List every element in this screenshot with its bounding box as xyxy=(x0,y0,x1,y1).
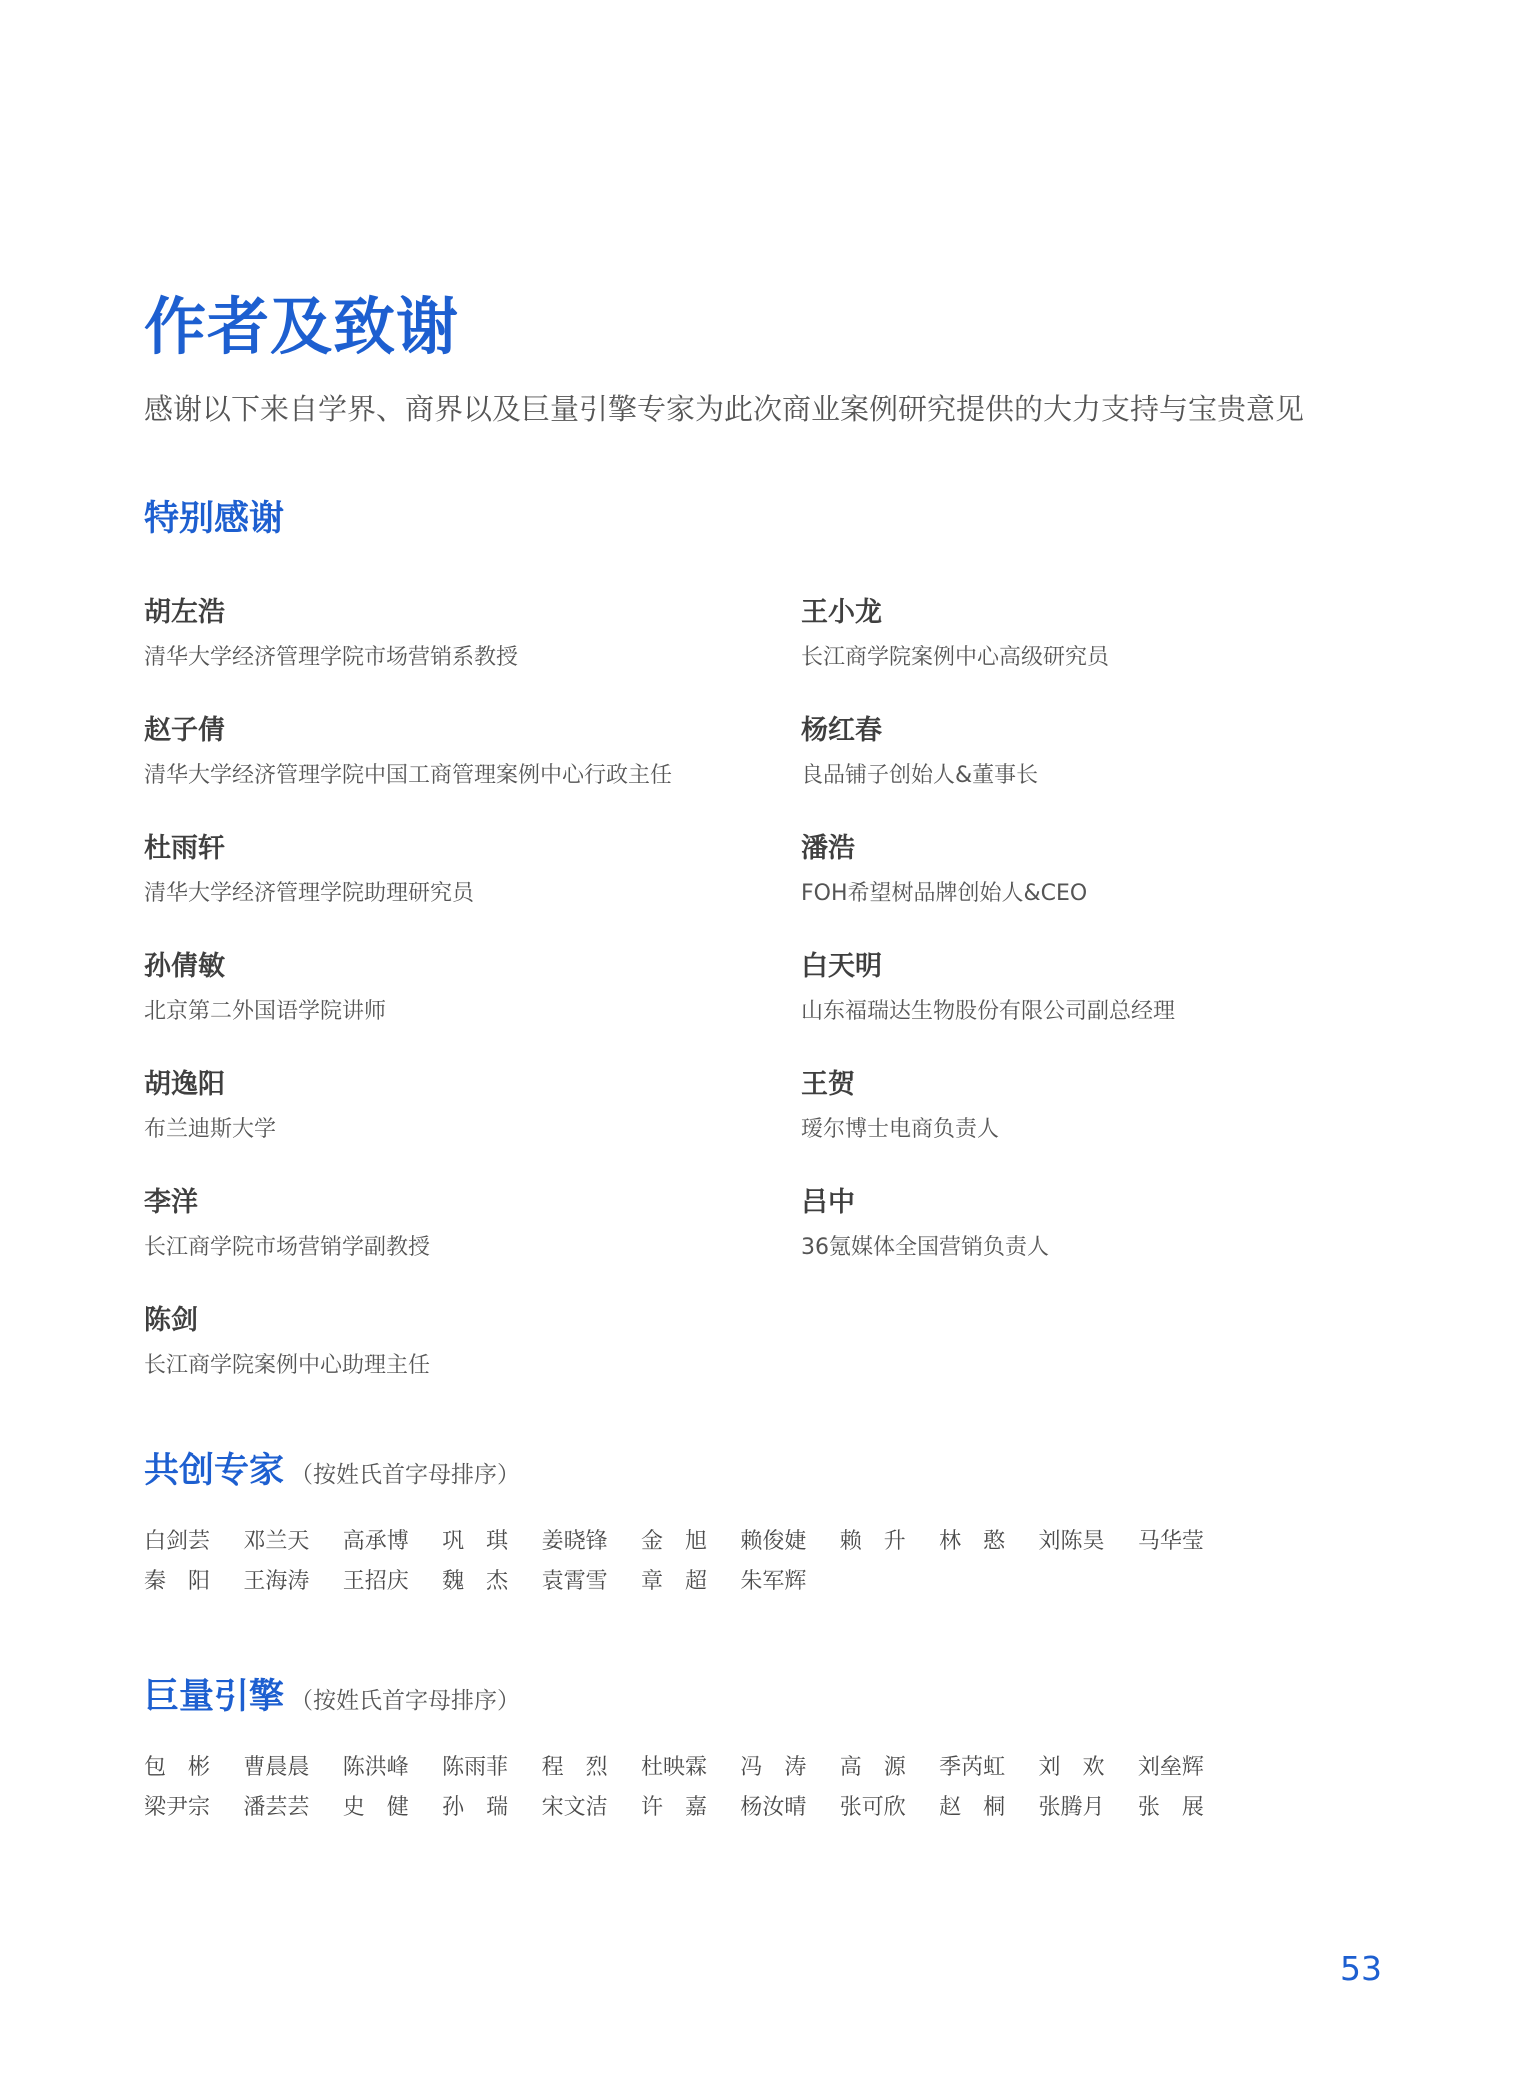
expert-name: 许 嘉 xyxy=(640,1795,707,1820)
expert-name: 季芮虹 xyxy=(939,1755,1006,1780)
expert-name: 高承博 xyxy=(342,1529,409,1554)
expert-name: 魏 杰 xyxy=(442,1569,509,1594)
expert-name: 张腾月 xyxy=(1038,1795,1105,1820)
thanks-entry xyxy=(144,596,801,714)
expert-name: 巩 琪 xyxy=(442,1529,509,1554)
expert-name: 孙 瑞 xyxy=(442,1795,509,1820)
expert-name: 刘陈昊 xyxy=(1038,1529,1105,1554)
co-experts-sort-note: （按姓氏首字母排序） xyxy=(290,1462,521,1488)
co-experts-heading-text: 共创专家 xyxy=(144,1451,285,1491)
person-title: 瑷尔博士电商负责人 xyxy=(801,1117,1000,1142)
expert-name: 曹晨晨 xyxy=(243,1755,310,1780)
expert-name: 姜晓锋 xyxy=(541,1529,608,1554)
expert-name: 高 源 xyxy=(839,1755,906,1780)
person-name: 杜雨轩 xyxy=(144,833,225,864)
person-title: FOH希望树品牌创始人&CEO xyxy=(801,881,1088,906)
person-title: 布兰迪斯大学 xyxy=(144,1117,277,1142)
person-name: 王贺 xyxy=(801,1069,855,1100)
expert-name: 秦 阳 xyxy=(144,1569,211,1594)
thanks-entry xyxy=(801,950,1341,1068)
expert-name: 张 展 xyxy=(1137,1795,1204,1820)
person-name: 白天明 xyxy=(801,951,882,982)
thanks-entry xyxy=(801,596,1341,714)
person-name: 陈剑 xyxy=(144,1305,198,1336)
expert-name: 陈雨菲 xyxy=(442,1755,509,1780)
person-title: 山东福瑞达生物股份有限公司副总经理 xyxy=(801,999,1176,1024)
person-name: 赵子倩 xyxy=(144,715,225,746)
person-name: 孙倩敏 xyxy=(144,951,225,982)
expert-name: 金 旭 xyxy=(640,1529,707,1554)
expert-name: 包 彬 xyxy=(144,1755,211,1780)
expert-name: 陈洪峰 xyxy=(342,1755,409,1780)
person-title: 清华大学经济管理学院中国工商管理案例中心行政主任 xyxy=(144,763,673,788)
special-thanks-list xyxy=(144,596,1344,1422)
thanks-entry xyxy=(144,1186,801,1304)
page-title: 作者及致谢 xyxy=(144,290,460,363)
thanks-entry xyxy=(144,950,801,1068)
expert-name: 马华莹 xyxy=(1137,1529,1204,1554)
thanks-entry xyxy=(144,714,801,832)
ocean-engine-sort-note: （按姓氏首字母排序） xyxy=(290,1688,521,1714)
thanks-entry xyxy=(801,1068,1341,1186)
thanks-entry xyxy=(144,1304,801,1422)
expert-name: 王招庆 xyxy=(342,1569,409,1594)
expert-name: 刘 欢 xyxy=(1038,1755,1105,1780)
expert-name: 杜映霖 xyxy=(640,1755,707,1780)
expert-name: 林 憨 xyxy=(939,1529,1006,1554)
expert-name: 程 烈 xyxy=(541,1755,608,1780)
person-name: 吕中 xyxy=(801,1187,855,1218)
expert-name: 白剑芸 xyxy=(144,1529,211,1554)
thanks-entry xyxy=(801,714,1341,832)
expert-name: 梁尹宗 xyxy=(144,1795,211,1820)
ocean-engine-heading xyxy=(144,1677,521,1717)
page-subtitle: 感谢以下来自学界、商界以及巨量引擎专家为此次商业案例研究提供的大力支持与宝贵意见 xyxy=(144,392,1305,426)
co-experts-list xyxy=(144,1522,1344,1602)
person-name: 杨红春 xyxy=(801,715,882,746)
page-number: 53 xyxy=(1340,1949,1382,1988)
person-name: 胡左浩 xyxy=(144,597,225,628)
expert-name: 朱军辉 xyxy=(740,1569,807,1594)
person-name: 潘浩 xyxy=(801,833,855,864)
person-name: 胡逸阳 xyxy=(144,1069,225,1100)
person-title: 36氪媒体全国营销负责人 xyxy=(801,1235,1049,1260)
expert-name: 宋文洁 xyxy=(541,1795,608,1820)
expert-name: 冯 涛 xyxy=(740,1755,807,1780)
ocean-engine-list xyxy=(144,1748,1344,1828)
thanks-entry xyxy=(144,832,801,950)
person-title: 北京第二外国语学院讲师 xyxy=(144,999,387,1024)
person-title: 长江商学院案例中心高级研究员 xyxy=(801,645,1110,670)
thanks-entry xyxy=(801,832,1341,950)
person-name: 李洋 xyxy=(144,1187,198,1218)
expert-name: 王海涛 xyxy=(243,1569,310,1594)
expert-name: 袁霄雪 xyxy=(541,1569,608,1594)
person-name: 王小龙 xyxy=(801,597,882,628)
ocean-engine-heading-text: 巨量引擎 xyxy=(144,1677,285,1717)
thanks-entry xyxy=(144,1068,801,1186)
expert-name: 邓兰天 xyxy=(243,1529,310,1554)
expert-name: 赵 桐 xyxy=(939,1795,1006,1820)
special-thanks-heading: 特别感谢 xyxy=(144,499,285,539)
expert-name: 潘芸芸 xyxy=(243,1795,310,1820)
person-title: 长江商学院市场营销学副教授 xyxy=(144,1235,431,1260)
expert-name: 张可欣 xyxy=(839,1795,906,1820)
person-title: 清华大学经济管理学院市场营销系教授 xyxy=(144,645,519,670)
thanks-entry xyxy=(801,1186,1341,1304)
expert-name: 刘垒辉 xyxy=(1137,1755,1204,1780)
expert-name: 赖俊婕 xyxy=(740,1529,807,1554)
co-experts-heading xyxy=(144,1451,521,1491)
expert-name: 杨汝晴 xyxy=(740,1795,807,1820)
person-title: 良品铺子创始人&董事长 xyxy=(801,763,1039,788)
expert-name: 史 健 xyxy=(342,1795,409,1820)
expert-name: 赖 升 xyxy=(839,1529,906,1554)
person-title: 清华大学经济管理学院助理研究员 xyxy=(144,881,475,906)
expert-name: 章 超 xyxy=(640,1569,707,1594)
person-title: 长江商学院案例中心助理主任 xyxy=(144,1353,431,1378)
